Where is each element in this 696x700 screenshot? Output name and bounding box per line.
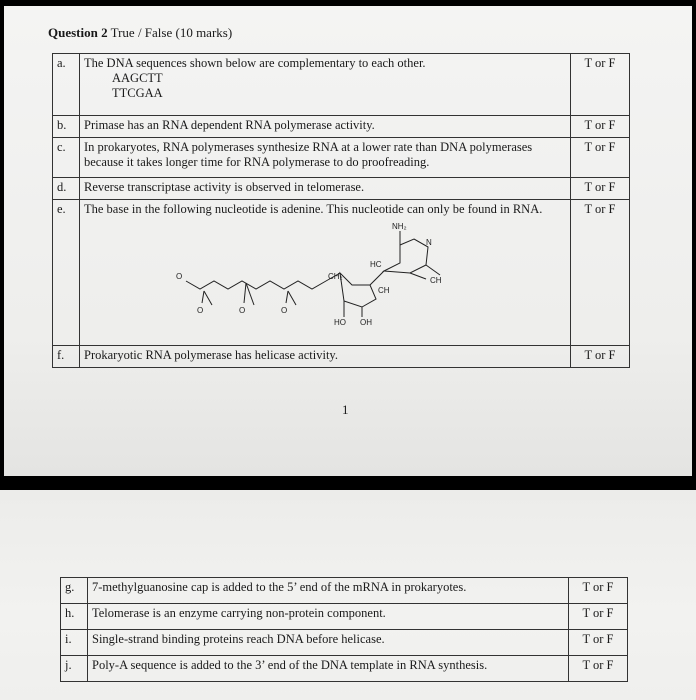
table-row: [53, 178, 630, 200]
molecule-label-ch: CH: [430, 276, 442, 285]
statement-text: The DNA sequences shown below are complementary to each other.: [84, 56, 426, 70]
question-number: Question 2: [48, 25, 108, 40]
question-table-bottom: [60, 577, 628, 682]
table-row: [61, 630, 628, 656]
answer-cell[interactable]: T or F: [569, 604, 628, 630]
nucleotide-structure: [164, 221, 464, 333]
row-statement: [80, 200, 571, 346]
answer-cell[interactable]: T or F: [571, 200, 630, 346]
table-row: [61, 656, 628, 682]
molecule-label-ch2: CH₂: [328, 272, 343, 281]
answer-cell[interactable]: T or F: [571, 346, 630, 368]
row-statement: Poly-A sequence is added to the 3’ end of the DNA template in RNA synthesis.: [88, 656, 569, 682]
table-row: [53, 346, 630, 368]
molecule-label-o: O: [239, 306, 246, 315]
answer-cell[interactable]: T or F: [571, 116, 630, 138]
molecule-label-n: N: [426, 238, 432, 247]
row-statement: 7-methylguanosine cap is added to the 5’ end of the mRNA in prokaryotes.: [88, 578, 569, 604]
statement-text: The base in the following nucleotide is adenine. This nucleotide can only be found in RNA.: [84, 202, 543, 216]
molecule-label-o: O: [197, 306, 204, 315]
table-row: [53, 116, 630, 138]
dna-sequence-2: TTCGAA: [112, 86, 163, 100]
row-statement: Reverse transcriptase activity is observed in telomerase.: [80, 178, 571, 200]
row-label: i.: [61, 630, 88, 656]
dna-sequence-1: AAGCTT: [112, 71, 163, 85]
row-label: f.: [53, 346, 80, 368]
row-statement: In prokaryotes, RNA polymerases synthesize RNA at a lower rate than DNA polymerases because it takes longer time for RNA polymerase to do proofreading.: [80, 138, 571, 178]
table-row: [61, 578, 628, 604]
row-label: b.: [53, 116, 80, 138]
row-statement: Primase has an RNA dependent RNA polymerase activity.: [80, 116, 571, 138]
table-row: [53, 138, 630, 178]
molecule-label-ch: CH: [378, 286, 390, 295]
question-subtitle: True / False (10 marks): [110, 25, 233, 40]
molecule-label-oh: OH: [360, 318, 372, 327]
molecule-label-o: O: [176, 272, 183, 281]
molecule-label-ho: HO: [334, 318, 346, 327]
page-number: 1: [342, 402, 349, 417]
row-label: g.: [61, 578, 88, 604]
row-statement: [80, 54, 571, 116]
answer-cell[interactable]: T or F: [569, 630, 628, 656]
molecule-label-o: O: [281, 306, 288, 315]
question-title: [48, 25, 232, 41]
molecule-label-nh2: NH₂: [392, 222, 407, 231]
answer-cell[interactable]: T or F: [571, 178, 630, 200]
row-statement: Single-strand binding proteins reach DNA before helicase.: [88, 630, 569, 656]
row-label: a.: [53, 54, 80, 116]
table-row: [61, 604, 628, 630]
row-label: h.: [61, 604, 88, 630]
question-table-top: [52, 53, 630, 368]
row-statement: Telomerase is an enzyme carrying non-protein component.: [88, 604, 569, 630]
answer-cell[interactable]: T or F: [569, 656, 628, 682]
answer-cell[interactable]: T or F: [571, 138, 630, 178]
row-statement: Prokaryotic RNA polymerase has helicase activity.: [80, 346, 571, 368]
table-row: [53, 200, 630, 346]
answer-cell[interactable]: T or F: [569, 578, 628, 604]
molecule-label-hc: HC: [370, 260, 382, 269]
row-label: e.: [53, 200, 80, 346]
answer-cell[interactable]: T or F: [571, 54, 630, 116]
row-label: j.: [61, 656, 88, 682]
row-label: d.: [53, 178, 80, 200]
row-label: c.: [53, 138, 80, 178]
table-row: [53, 54, 630, 116]
